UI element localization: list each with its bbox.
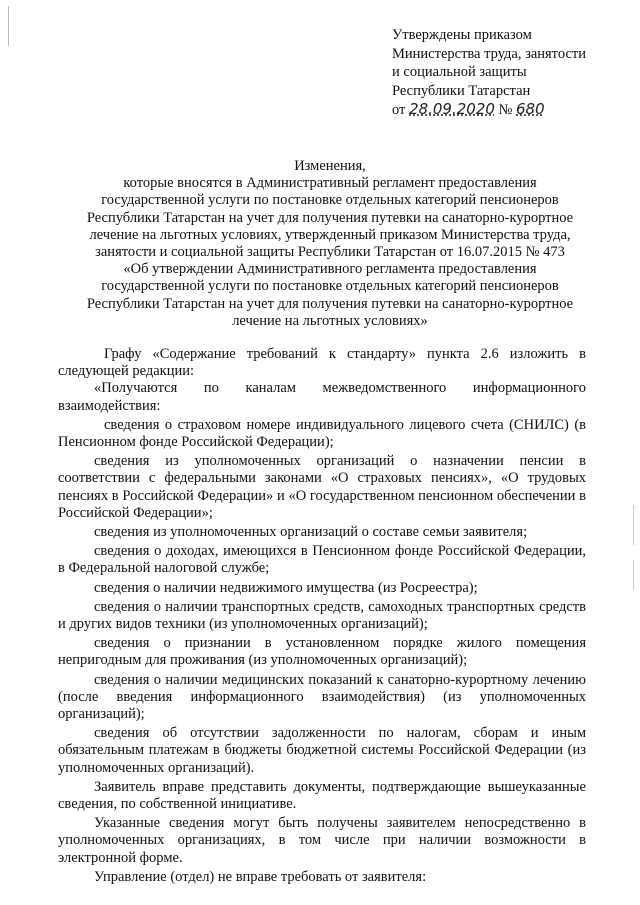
body-paragraph: Указанные сведения могут быть получены заявителем непосредственно в уполномоченных организациях, в том числе при наличии возможности в электронной форме. <box>58 815 586 866</box>
title-line: которые вносятся в Административный регламент предоставления <box>123 175 537 192</box>
handwritten-date: 28.09.2020 <box>409 100 495 118</box>
title-line: лечение на льготных условиях, утвержденный приказом Министерства труда, <box>89 226 571 243</box>
scan-edge-mark <box>633 560 634 590</box>
title-line: государственной услуги по постановке отдельных категорий пенсионеров <box>101 192 559 209</box>
document-title <box>40 158 620 330</box>
approval-line: Утверждены приказом <box>392 27 532 43</box>
body-paragraph: сведения о наличии транспортных средств, самоходных транспортных средств и других видов техники (из уполномоченных организаций); <box>58 598 586 633</box>
scan-edge-mark <box>633 505 634 545</box>
body-paragraph: сведения об отсутствии задолженности по налогам, сборам и иным обязательным платежам в бюджеты бюджетной системы Российской Федерации (из уполномоченных организаций). <box>58 725 586 776</box>
title-line: государственной услуги по постановке отдельных категорий пенсионеров <box>101 278 559 295</box>
handwritten-number: 680 <box>516 100 545 118</box>
body-paragraph: сведения о признании в установленном порядке жилого помещения непригодным для проживания (из уполномоченных организаций); <box>58 635 586 669</box>
approval-line: Министерства труда, занятости <box>392 45 586 62</box>
title-line: лечение на льготных условиях» <box>232 312 428 329</box>
body-paragraph: сведения о наличии недвижимого имущества (из Росреестра); <box>94 579 478 596</box>
body-paragraph: Графу «Содержание требований к стандарту» пункта 2.6 изложить в следующей редакции: <box>58 346 586 380</box>
body-paragraph: Управление (отдел) не вправе требовать от заявителя: <box>94 868 427 885</box>
title-line: «Об утверждении Административного регламента предоставления <box>123 261 537 278</box>
body-paragraph: «Получаются по каналам межведомственного информационного взаимодействия: <box>58 380 586 414</box>
body-paragraph: сведения о доходах, имеющихся в Пенсионном фонде Российской Федерации, в Федеральной налоговой службе; <box>58 543 586 577</box>
body-paragraph: сведения о страховом номере индивидуального лицевого счета (СНИЛС) (в Пенсионном фонде Российской Федерации); <box>58 416 586 451</box>
title-line: Республики Татарстан на учет для получения путевки на санаторно-курортное <box>86 209 574 226</box>
body-paragraph: сведения из уполномоченных организаций о назначении пенсии в соответствии с федеральными законами «О страховых пенсиях», «О трудовых пенсиях в Российской Федерации» и «О государственном пенсионном обеспечении в Российской Федерации»; <box>58 453 586 521</box>
approval-line: и социальной защиты <box>392 64 527 80</box>
body-paragraph: Заявитель вправе представить документы, подтверждающие вышеуказанные сведения, по собственной инициативе. <box>58 778 586 813</box>
document-body <box>58 346 586 886</box>
approval-block <box>392 26 586 120</box>
number-sign: № <box>498 102 513 118</box>
body-paragraph: сведения о наличии медицинских показаний к санаторно-курортному лечению (после введения информационного взаимодействия) (из уполномоченных организаций); <box>58 671 586 723</box>
scan-edge-mark <box>8 6 9 46</box>
title-line: занятости и социальной защиты Республики Татарстан от 16.07.2015 № 473 <box>95 244 565 261</box>
approval-line: Республики Татарстан <box>392 82 531 99</box>
approval-date-line <box>392 100 586 120</box>
title-line: Республики Татарстан на учет для получения путевки на санаторно-курортное <box>86 295 574 312</box>
title-line: Изменения, <box>294 158 366 174</box>
date-prefix: от <box>392 102 406 118</box>
body-paragraph: сведения из уполномоченных организаций о составе семьи заявителя; <box>94 524 528 541</box>
